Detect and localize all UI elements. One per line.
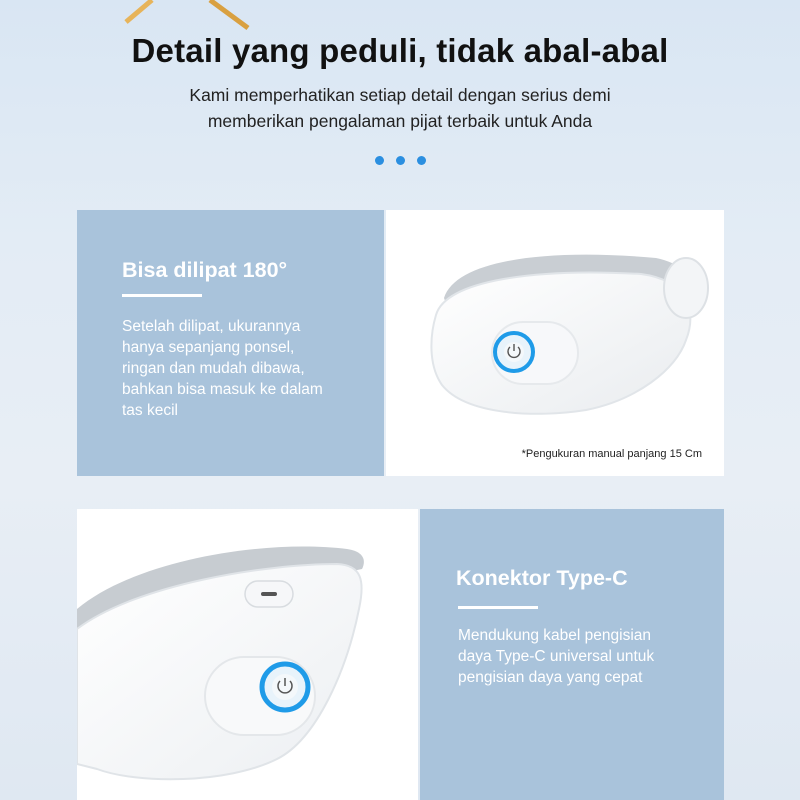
folded-massager-image (386, 210, 724, 476)
feature-description (458, 625, 654, 688)
pagination-dots (0, 152, 800, 170)
dot (396, 156, 405, 165)
feature-description (122, 316, 323, 421)
subtitle-line: Kami memperhatikan setiap detail dengan serius demi (189, 85, 611, 105)
dot (417, 156, 426, 165)
desc-line: Mendukung kabel pengisian (458, 627, 652, 644)
desc-line: ringan dan mudah dibawa, (122, 360, 305, 377)
desc-line: hanya sepanjang ponsel, (122, 339, 295, 356)
desc-line: bahkan bisa masuk ke dalam (122, 381, 323, 398)
typec-massager-image (77, 509, 418, 800)
dot (375, 156, 384, 165)
desc-line: Setelah dilipat, ukurannya (122, 318, 301, 335)
feature-title: Bisa dilipat 180° (122, 258, 288, 282)
desc-line: daya Type-C universal untuk (458, 648, 655, 665)
feature-typec-panel (420, 509, 724, 800)
title-underline (458, 606, 538, 609)
title-underline (122, 294, 202, 297)
feature-foldable-panel (77, 210, 384, 476)
typec-device-image-panel (77, 509, 418, 800)
desc-line: tas kecil (122, 402, 178, 419)
subtitle-line: memberikan pengalaman pijat terbaik untuk Anda (207, 111, 593, 131)
feature-title: Konektor Type-C (456, 566, 628, 590)
folded-device-image-panel (386, 210, 724, 476)
page-title: Detail yang peduli, tidak abal-abal (131, 32, 669, 69)
measurement-footnote: *Pengukuran manual panjang 15 Cm (521, 448, 702, 460)
desc-line: pengisian daya yang cepat (458, 669, 643, 686)
page-subtitle (0, 82, 800, 134)
